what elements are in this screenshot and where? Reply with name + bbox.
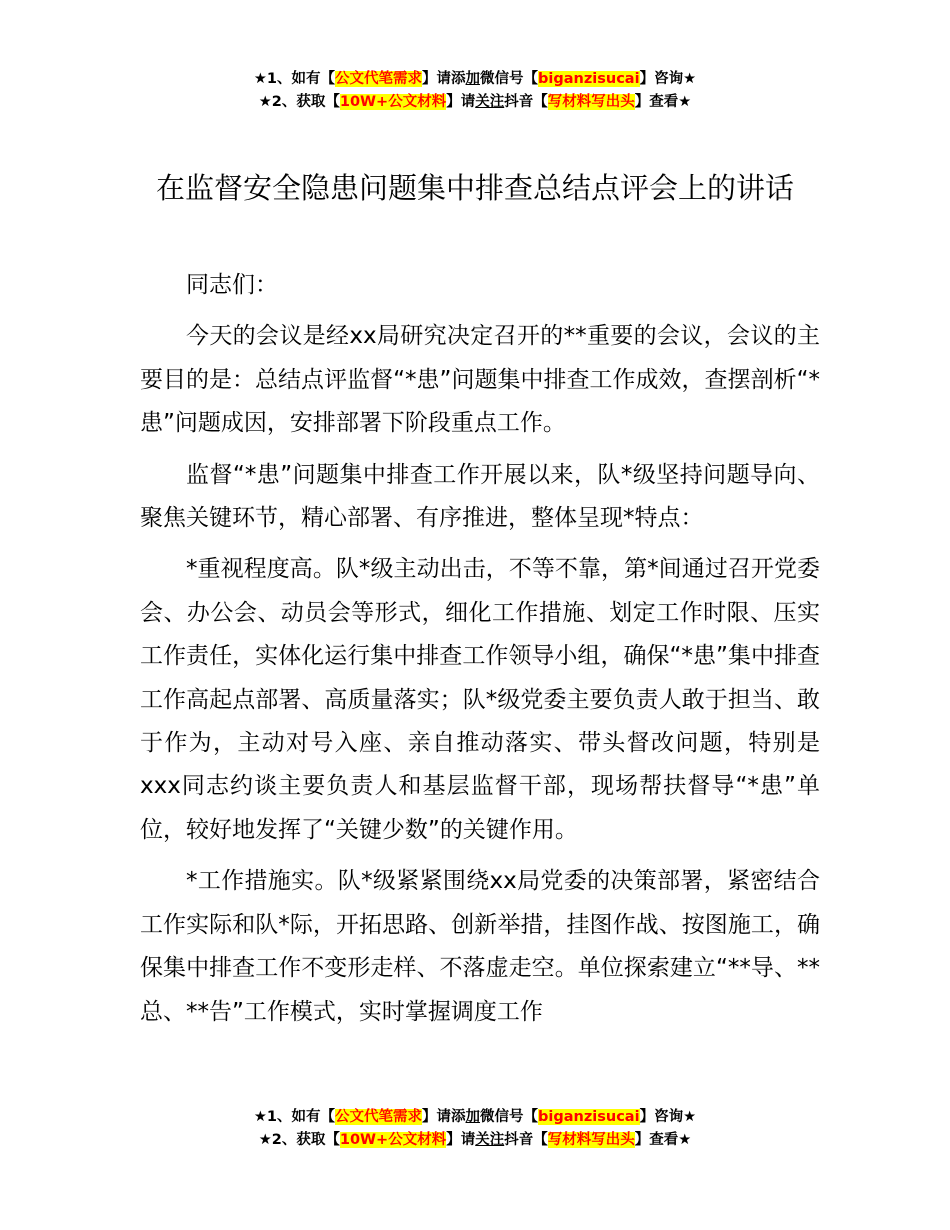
promo-text: 微信号【 (480, 1109, 539, 1125)
paragraph: *工作措施实。队*级紧紧围绕xx局党委的决策部署，紧密结合工作实际和队*际，开拓思路、创新举措，挂图作战、按图施工，确保集中排查工作不变形走样、不落虚走空。单位探索建立“**导、**总、**告”工作模式，实时掌握调度工作 (140, 868, 820, 1025)
promo-text: ★1、如有【 (253, 71, 336, 87)
promo-highlight: 10W+公文材料 (339, 1132, 447, 1148)
promo-line-2 (0, 91, 950, 114)
promo-highlight: 写材料写出头 (547, 1132, 635, 1148)
promo-text: 抖音【 (504, 94, 548, 110)
paragraph: 今天的会议是经xx局研究决定召开的**重要的会议，会议的主要目的是：总结点评监督“*患”问题集中排查工作成效，查摆剖析“*患”问题成因，安排部署下阶段重点工作。 (140, 323, 820, 437)
promo-highlight: 写材料写出头 (547, 94, 635, 110)
promo-line-1 (0, 1106, 950, 1129)
promo-text: 抖音【 (504, 1132, 548, 1148)
promo-underline: 关注 (475, 1132, 505, 1148)
promo-underline: 加 (465, 1109, 481, 1125)
promo-text: 】请 (446, 1132, 476, 1148)
promo-text: 】请添 (422, 1109, 466, 1125)
promo-text: 】请添 (422, 71, 466, 87)
promo-text: 】查看★ (634, 1132, 692, 1148)
promo-text: 】咨询★ (639, 71, 697, 87)
salutation: 同志们： (186, 272, 278, 298)
promo-banner-top (0, 68, 950, 114)
promo-text: 】咨询★ (639, 1109, 697, 1125)
promo-highlight: biganzisucai (538, 1109, 640, 1125)
promo-text: 】查看★ (634, 94, 692, 110)
document-body (140, 264, 820, 1042)
promo-text: 微信号【 (480, 71, 539, 87)
promo-banner-bottom (0, 1106, 950, 1152)
promo-highlight: 10W+公文材料 (339, 94, 447, 110)
document-title: 在监督安全隐患问题集中排查总结点评会上的讲话 (155, 171, 794, 205)
promo-text: ★2、获取【 (258, 94, 340, 110)
promo-text: 】请 (446, 94, 476, 110)
promo-highlight: 公文代笔需求 (335, 1109, 423, 1125)
promo-line-2 (0, 1129, 950, 1152)
promo-underline: 关注 (475, 94, 505, 110)
promo-text: ★2、获取【 (258, 1132, 340, 1148)
promo-line-1 (0, 68, 950, 91)
promo-highlight: 公文代笔需求 (335, 71, 423, 87)
promo-highlight: biganzisucai (538, 71, 640, 87)
paragraph: 监督“*患”问题集中排查工作开展以来，队*级坚持问题导向、聚焦关键环节，精心部署、有序推进，整体呈现*特点： (140, 461, 820, 532)
promo-underline: 加 (465, 71, 481, 87)
paragraph: *重视程度高。队*级主动出击，不等不靠，第*间通过召开党委会、办公会、动员会等形式，细化工作措施、划定工作时限、压实工作责任，实体化运行集中排查工作领导小组，确保“*患”集中排查工作高起点部署、高质量落实；队*级党委主要负责人敢于担当、敢于作为，主动对号入座、亲自推动落实、带头督改问题，特别是xxx同志约谈主要负责人和基层监督干部，现场帮扶督导“*患”单位，较好地发挥了“关键少数”的关键作用。 (140, 556, 820, 843)
promo-text: ★1、如有【 (253, 1109, 336, 1125)
